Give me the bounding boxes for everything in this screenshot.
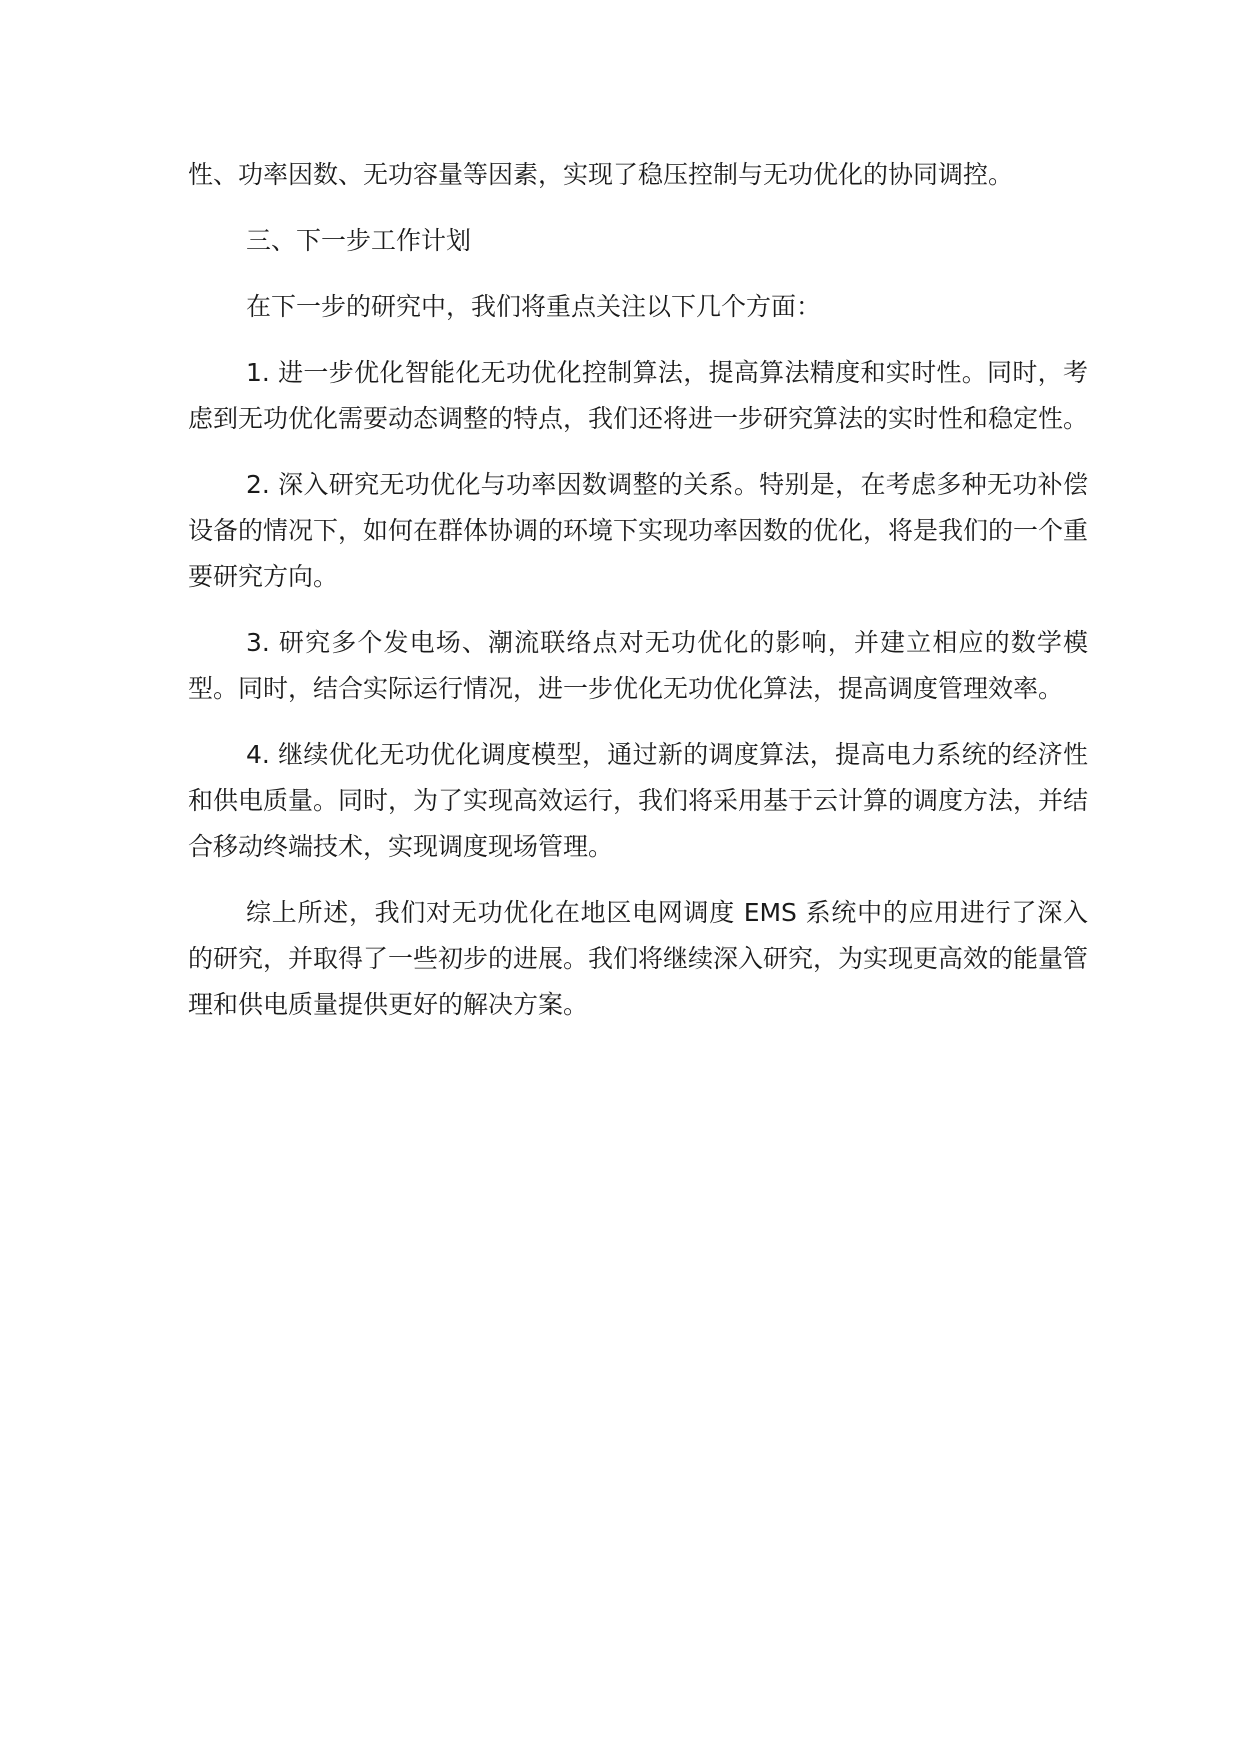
list-item-4: 4. 继续优化无功优化调度模型，通过新的调度算法，提高电力系统的经济性和供电质量。同时，为了实现高效运行，我们将采用基于云计算的调度方法，并结合移动终端技术，实现调度现场管理。	[188, 740, 1089, 861]
list-item-2: 2. 深入研究无功优化与功率因数调整的关系。特别是，在考虑多种无功补偿设备的情况下，如何在群体协调的环境下实现功率因数的优化，将是我们的一个重要研究方向。	[188, 470, 1089, 591]
list-item-1: 1. 进一步优化智能化无功优化控制算法，提高算法精度和实时性。同时，考虑到无功优化需要动态调整的特点，我们还将进一步研究算法的实时性和稳定性。	[188, 358, 1089, 433]
document-body	[188, 152, 1088, 1028]
section-heading: 三、下一步工作计划	[246, 226, 472, 255]
continued-paragraph: 性、功率因数、无功容量等因素，实现了稳压控制与无功优化的协同调控。	[188, 160, 1014, 189]
intro-paragraph: 在下一步的研究中，我们将重点关注以下几个方面：	[246, 292, 822, 321]
summary-paragraph: 综上所述，我们对无功优化在地区电网调度 EMS 系统中的应用进行了深入的研究，并取得了一些初步的进展。我们将继续深入研究，为实现更高效的能量管理和供电质量提供更好的解决方案。	[188, 898, 1089, 1019]
list-item-3: 3. 研究多个发电场、潮流联络点对无功优化的影响，并建立相应的数学模型。同时，结合实际运行情况，进一步优化无功优化算法，提高调度管理效率。	[188, 628, 1088, 703]
